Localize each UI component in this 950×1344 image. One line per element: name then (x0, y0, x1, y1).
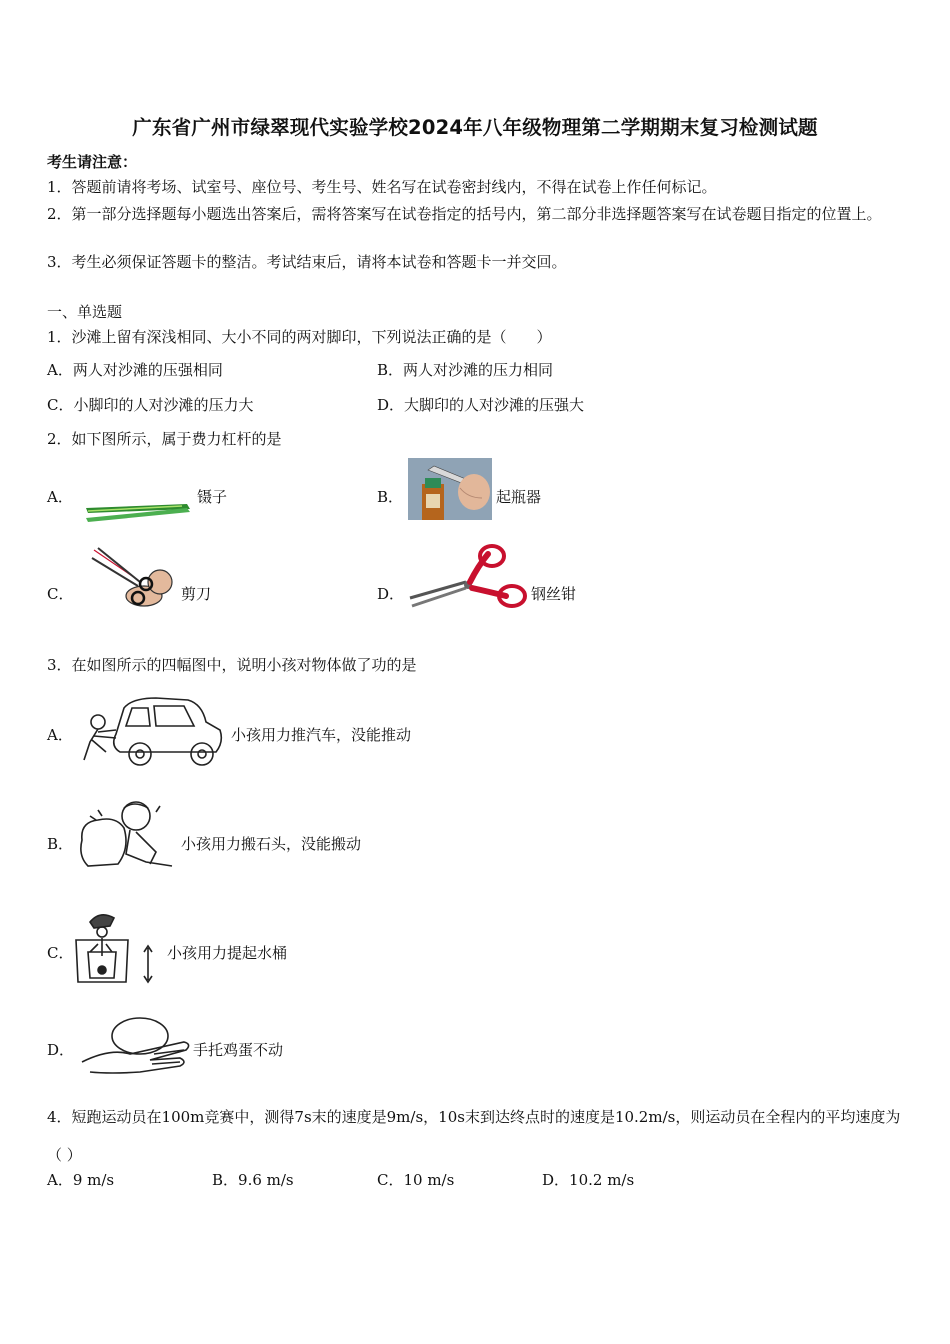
q2-b-label: 起瓶器 (496, 488, 542, 506)
q2-a-letter: A． (47, 488, 73, 506)
child-lifting-bucket-image (70, 908, 162, 990)
q2-c-letter: C． (47, 585, 74, 603)
q3-d-letter: D． (47, 1041, 75, 1059)
q4-option-d: D．10.2 m/s (542, 1171, 635, 1189)
tweezers-image (82, 496, 194, 526)
q2-d-label: 钢丝钳 (531, 585, 577, 603)
q3-c-letter: C． (47, 944, 74, 962)
q3-d-label: 手托鸡蛋不动 (193, 1041, 284, 1059)
scissors-hand-image (78, 544, 178, 612)
notice-item-3: 3．考生必须保证答题卡的整洁。考试结束后，请将本试卷和答题卡一并交回。 (47, 253, 567, 271)
q4-option-c: C．10 m/s (377, 1171, 455, 1189)
q3-b-letter: B． (47, 835, 74, 853)
q1-option-d: D．大脚印的人对沙滩的压强大 (377, 396, 585, 414)
q2-c-label: 剪刀 (181, 585, 212, 603)
q1-option-a: A．两人对沙滩的压强相同 (47, 361, 223, 379)
q2-stem: 2．如下图所示，属于费力杠杆的是 (47, 430, 282, 448)
q4-stem: 4．短跑运动员在100m竞赛中，测得7s末的速度是9m/s，10s末到达终点时的速度是10.2m/s，则运动员在全程内的平均速度为（ ） (47, 1108, 901, 1164)
q3-a-letter: A． (47, 726, 73, 744)
child-lifting-stone-image (76, 796, 176, 872)
hand-holding-egg-image (80, 1014, 192, 1074)
q3-c-label: 小孩用力提起水桶 (167, 944, 288, 962)
pliers-image (406, 542, 530, 614)
q2-b-letter: B． (377, 488, 404, 506)
q4-option-b: B．9.6 m/s (212, 1171, 294, 1189)
section-heading: 一、单选题 (47, 303, 123, 321)
notice-heading: 考生请注意： (47, 153, 138, 171)
q3-b-label: 小孩用力搬石头，没能搬动 (181, 835, 362, 853)
page-title: 广东省广州市绿翠现代实验学校2024年八年级物理第二学期期末复习检测试题 (132, 116, 818, 139)
notice-item-2: 2．第一部分选择题每小题选出答案后，需将答案写在试卷指定的括号内，第二部分非选择题答案写在试卷题目指定的位置上。 (47, 205, 882, 223)
q1-option-b: B．两人对沙滩的压力相同 (377, 361, 554, 379)
q3-stem: 3．在如图所示的四幅图中，说明小孩对物体做了功的是 (47, 656, 417, 674)
bottle-opener-image (408, 458, 492, 520)
q1-stem: 1．沙滩上留有深浅相同、大小不同的两对脚印，下列说法正确的是（ ） (47, 328, 552, 346)
notice-item-1: 1．答题前请将考场、试室号、座位号、考生号、姓名写在试卷密封线内，不得在试卷上作任何标记。 (47, 178, 717, 196)
q4-option-a: A．9 m/s (47, 1171, 115, 1189)
q2-d-letter: D． (377, 585, 405, 603)
q1-option-c: C．小脚印的人对沙滩的压力大 (47, 396, 254, 414)
q3-a-label: 小孩用力推汽车，没能推动 (231, 726, 412, 744)
child-pushing-car-image (76, 694, 226, 770)
q2-a-label: 镊子 (197, 488, 228, 506)
